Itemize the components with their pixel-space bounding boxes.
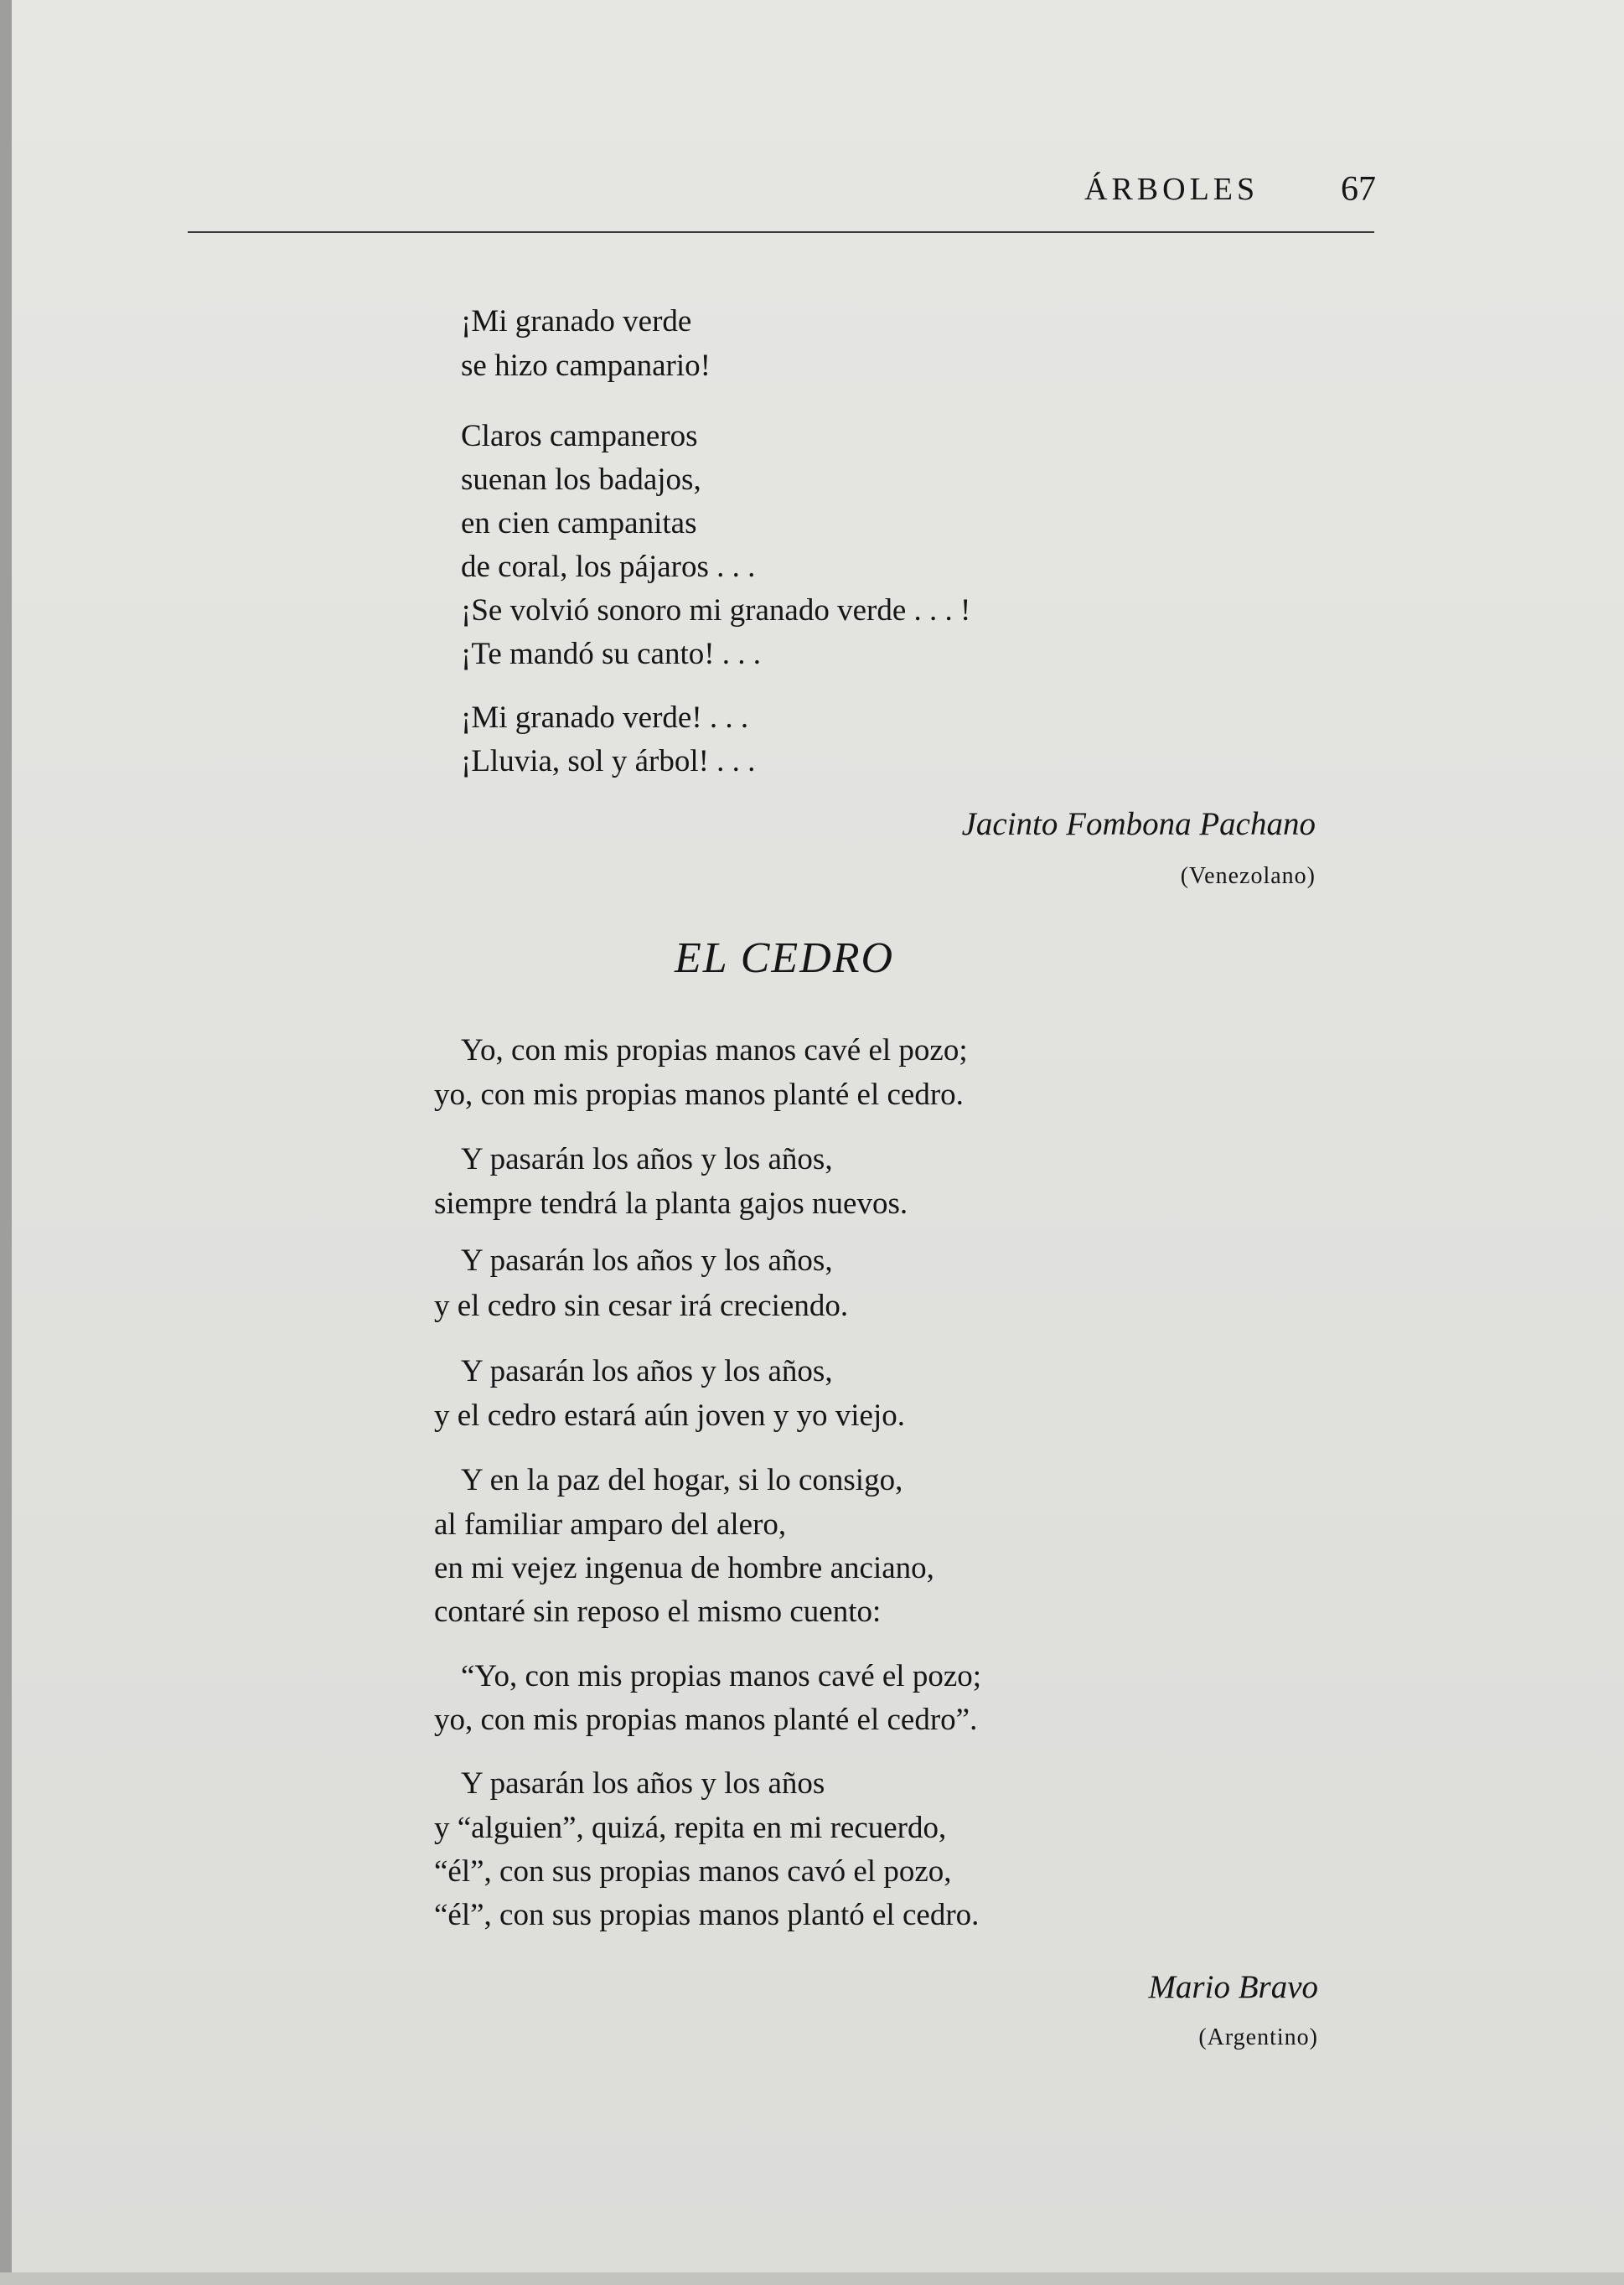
poem-author: Mario Bravo (1148, 1969, 1318, 2005)
poem-line: ¡Mi granado verde (461, 304, 692, 339)
poem-line: y el cedro estará aún joven y yo viejo. (434, 1398, 905, 1433)
poem-author-origin: (Venezolano) (1180, 863, 1316, 889)
poem-line: ¡Se volvió sonoro mi granado verde . . . ! (461, 593, 971, 628)
poem-line: “él”, con sus propias manos cavó el pozo, (434, 1854, 952, 1889)
poem-line: de coral, los pájaros . . . (461, 550, 756, 584)
poem-line: se hizo campanario! (461, 349, 711, 383)
poem-line: “Yo, con mis propias manos cavé el pozo; (461, 1659, 982, 1693)
poem-line: en mi vejez ingenua de hombre anciano, (434, 1551, 934, 1585)
poem-line: al familiar amparo del alero, (434, 1507, 787, 1542)
poem-line: Yo, con mis propias manos cavé el pozo; (461, 1033, 968, 1068)
poem-line: en cien campanitas (461, 506, 697, 540)
poem-line: Y pasarán los años y los años, (461, 1142, 833, 1176)
poem-line: Y pasarán los años y los años, (461, 1354, 833, 1388)
running-header-title: ÁRBOLES (1084, 172, 1259, 207)
poem-line: yo, con mis propias manos planté el cedro”. (434, 1703, 978, 1737)
poem-line: siempre tendrá la planta gajos nuevos. (434, 1186, 908, 1221)
poem-title: EL CEDRO (675, 934, 895, 982)
poem-line: yo, con mis propias manos planté el cedro. (434, 1078, 964, 1112)
header-rule (188, 231, 1374, 233)
page-binding-edge (0, 0, 12, 2285)
poem-line: ¡Mi granado verde! . . . (461, 700, 749, 735)
poem-line: suenan los badajos, (461, 463, 701, 497)
poem-line: ¡Te mandó su canto! . . . (461, 637, 762, 671)
poem-line: “él”, con sus propias manos plantó el cedro. (434, 1898, 980, 1932)
poem-line: Y en la paz del hogar, si lo consigo, (461, 1463, 903, 1497)
poem-line: Y pasarán los años y los años, (461, 1243, 833, 1278)
poem-line: Claros campaneros (461, 419, 698, 453)
poem-author: Jacinto Fombona Pachano (961, 806, 1316, 842)
poem-line: ¡Lluvia, sol y árbol! . . . (461, 744, 756, 778)
poem-line: Y pasarán los años y los años (461, 1766, 825, 1801)
poem-line: y el cedro sin cesar irá creciendo. (434, 1289, 849, 1323)
running-header (188, 164, 1374, 231)
poem-line: y “alguien”, quizá, repita en mi recuerdo, (434, 1811, 947, 1845)
poem-author-origin: (Argentino) (1198, 2024, 1318, 2050)
poem-line: contaré sin reposo el mismo cuento: (434, 1595, 882, 1629)
page-bottom-edge (0, 2272, 1624, 2285)
page-number: 67 (1341, 170, 1376, 209)
